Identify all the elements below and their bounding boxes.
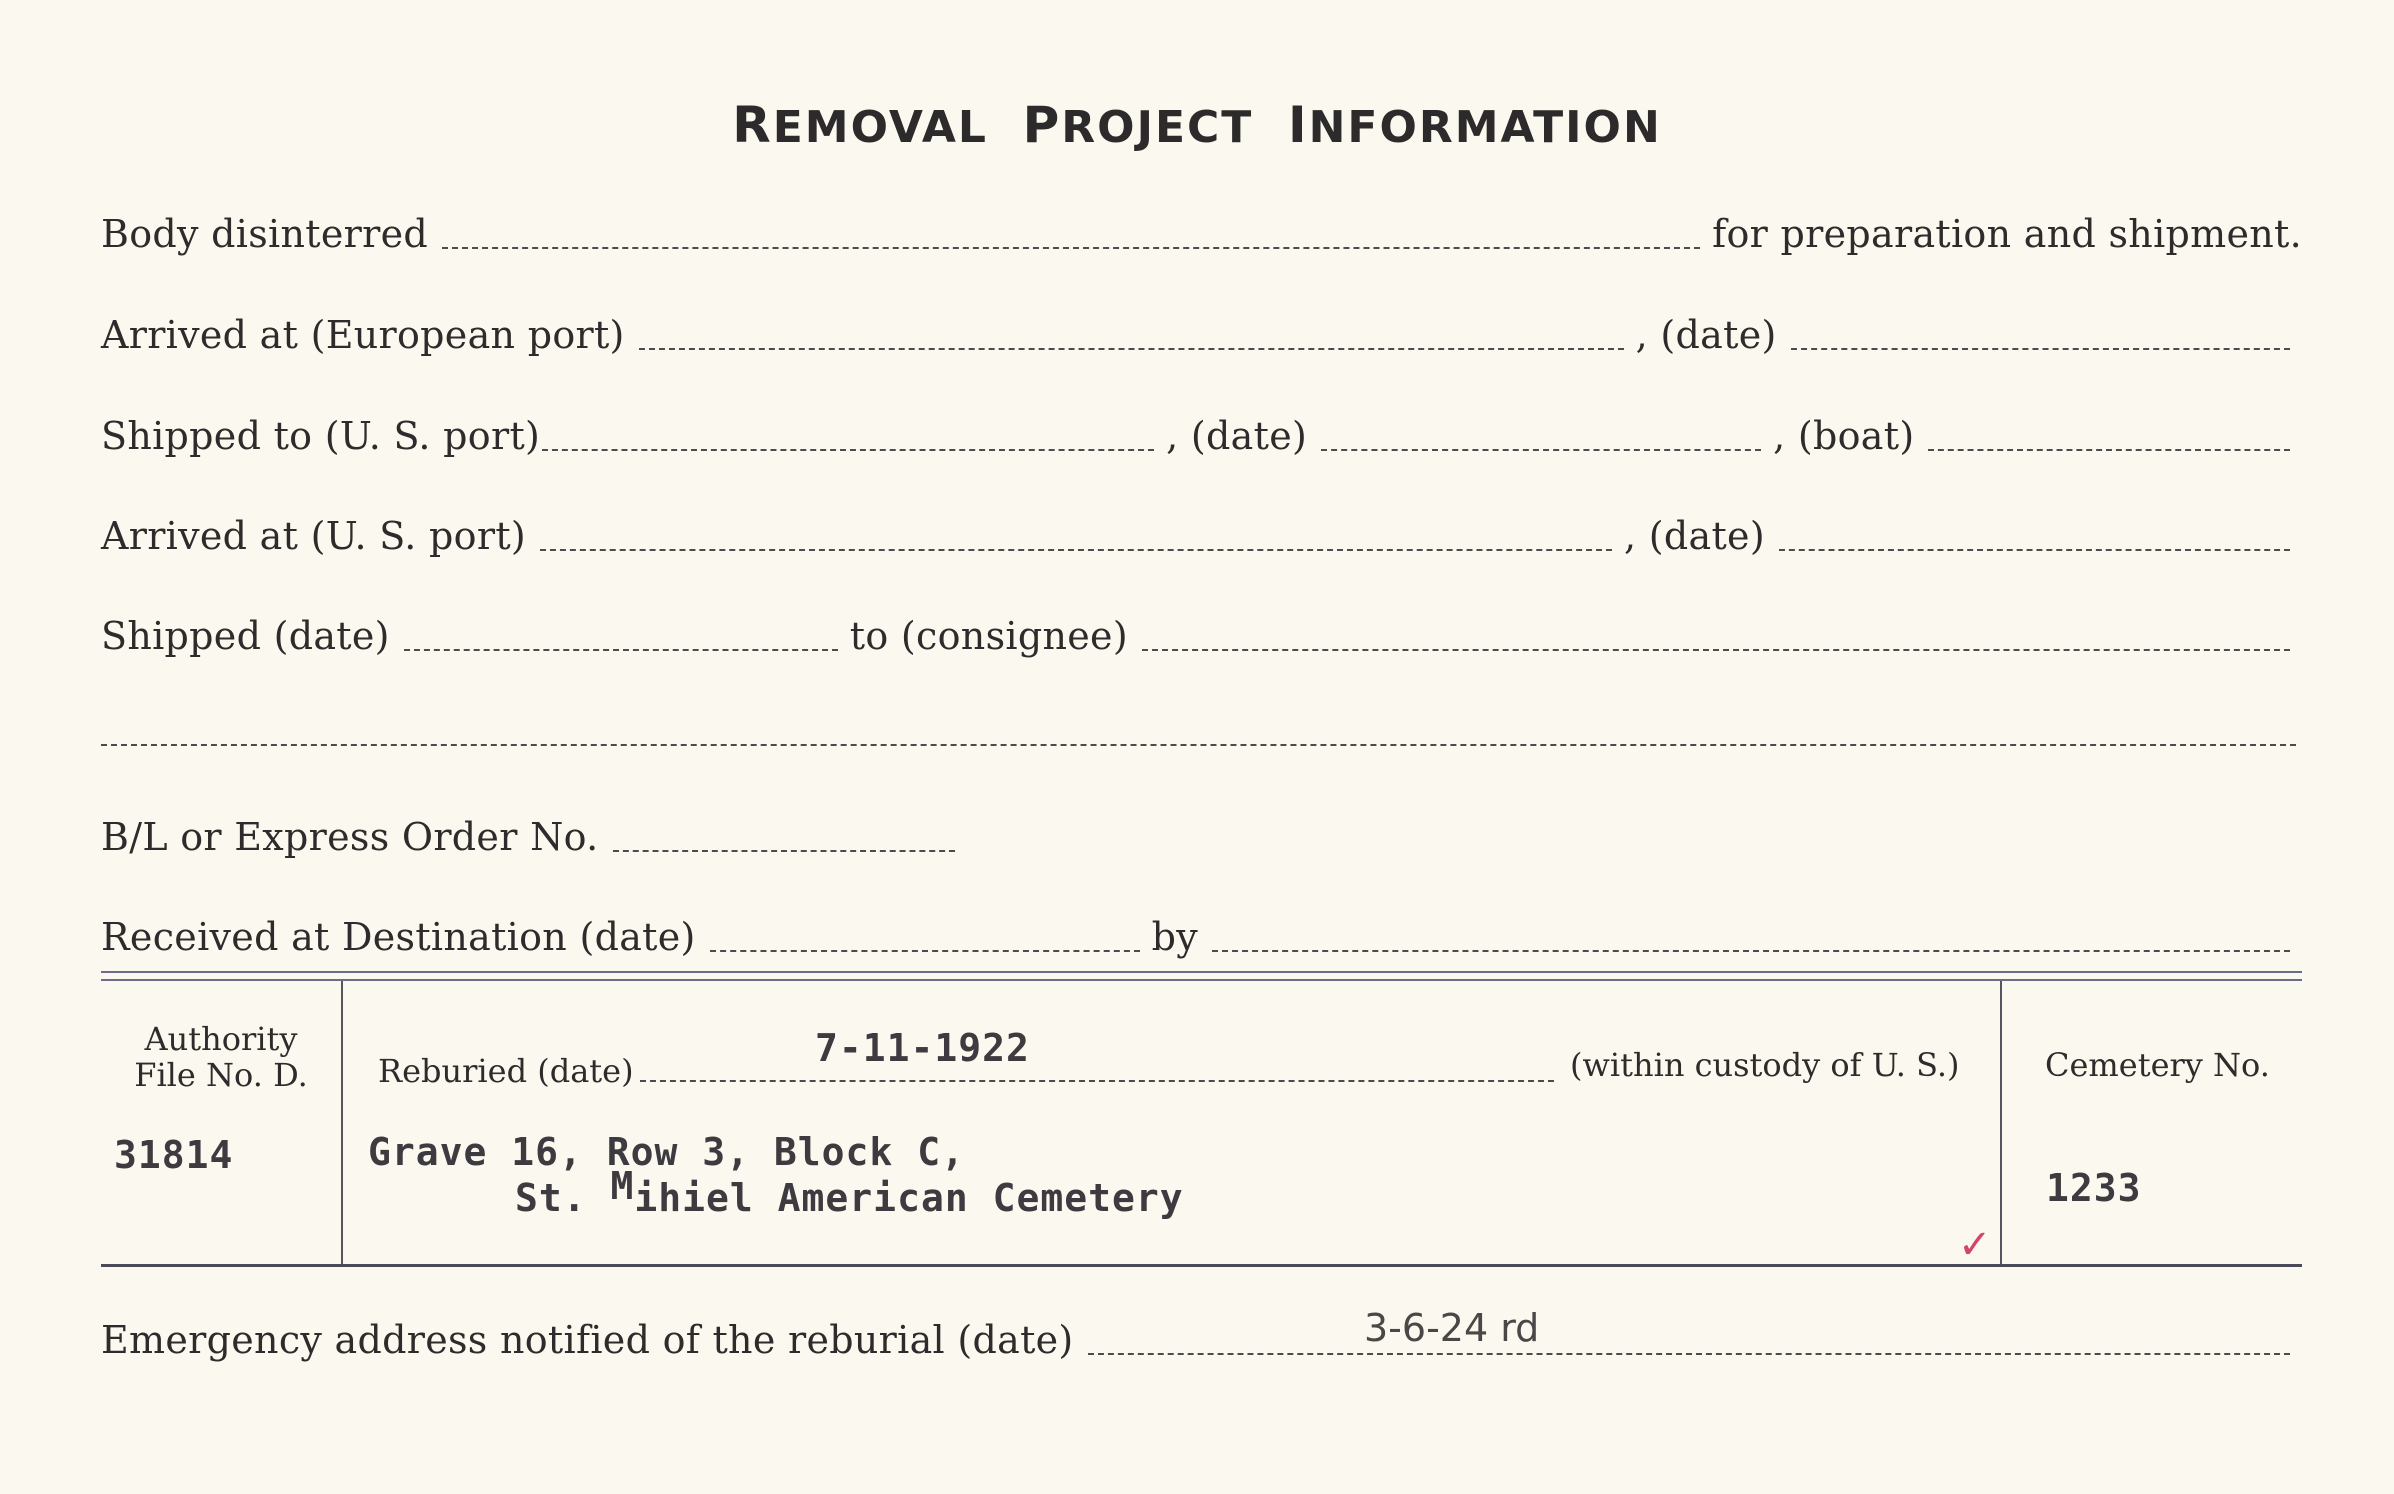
arrived-us-date-label: , (date): [1624, 514, 1765, 558]
grave-location-line2: St. Mihiel American Cemetery: [515, 1164, 1184, 1220]
preparation-shipment-label: for preparation and shipment.: [1712, 212, 2302, 256]
shipped-to-us-port-row: [101, 414, 2302, 458]
european-date-line: [1791, 348, 2290, 350]
grave-location-line1: Grave 16, Row 3, Block C,: [368, 1130, 965, 1174]
emergency-address-line: [1088, 1353, 2290, 1355]
consignee-line: [1142, 649, 2290, 651]
emergency-address-label: Emergency address notified of the reburial (date): [101, 1318, 1074, 1362]
reburied-date-label: Reburied (date): [378, 1052, 634, 1090]
custody-label: (within custody of U. S.): [1570, 1046, 1960, 1084]
boat-line: [1928, 449, 2290, 451]
received-destination-label: Received at Destination (date): [101, 915, 696, 959]
european-port-line: [639, 348, 1624, 350]
cemetery-no-label: Cemetery No.: [2045, 1046, 2270, 1084]
check-mark: ✓: [1958, 1222, 1992, 1268]
body-disinterred-line: [442, 247, 1700, 249]
received-date-line: [710, 950, 1140, 952]
consignee-continuation-line: [101, 744, 2296, 746]
bl-express-order-label: B/L or Express Order No.: [101, 815, 599, 859]
received-destination-row: [101, 915, 2302, 959]
shipped-date-label: , (date): [1166, 414, 1308, 458]
by-label: by: [1151, 915, 1199, 959]
arrived-european-port-row: [101, 313, 2302, 357]
bl-express-order-line: [613, 850, 955, 852]
received-by-line: [1212, 950, 2290, 952]
body-disinterred-row: [101, 212, 2302, 256]
consignee-label: to (consignee): [849, 614, 1128, 658]
body-disinterred-label: Body disinterred: [101, 212, 428, 256]
us-port-line: [542, 449, 1154, 451]
box-divider-right: [2000, 981, 2002, 1264]
arrived-us-date-line: [1779, 549, 2290, 551]
arrived-european-port-label: Arrived at (European port): [101, 313, 625, 357]
bl-express-order-row: [101, 815, 2302, 859]
shipped-to-us-port-label: Shipped to (U. S. port): [101, 414, 541, 458]
box-top-rule: [101, 971, 2302, 981]
emergency-address-row: [101, 1318, 2302, 1362]
emergency-notified-value: 3-6-24 rd: [1364, 1306, 1540, 1350]
reburied-date-value: 7-11-1922: [815, 1026, 1030, 1070]
boat-label: , (boat): [1773, 414, 1915, 458]
shipped-consignee-row: [101, 614, 2302, 658]
european-date-label: , (date): [1635, 313, 1777, 357]
authority-file-label: Authority File No. D.: [134, 1020, 308, 1094]
shipped-date-only-label: Shipped (date): [101, 614, 390, 658]
arrived-us-port-label: Arrived at (U. S. port): [101, 514, 527, 558]
file-number-value: 31814: [114, 1133, 234, 1177]
shipped-date-line: [1321, 449, 1761, 451]
reburied-date-line: [640, 1080, 1554, 1082]
shipped-date-only-line: [404, 649, 838, 651]
arrived-us-port-line: [540, 549, 1612, 551]
arrived-us-port-row: [101, 514, 2302, 558]
card-title: REMOVAL PROJECT INFORMATION: [732, 96, 1662, 154]
cemetery-number-value: 1233: [2046, 1166, 2142, 1210]
box-divider-left: [341, 981, 343, 1264]
